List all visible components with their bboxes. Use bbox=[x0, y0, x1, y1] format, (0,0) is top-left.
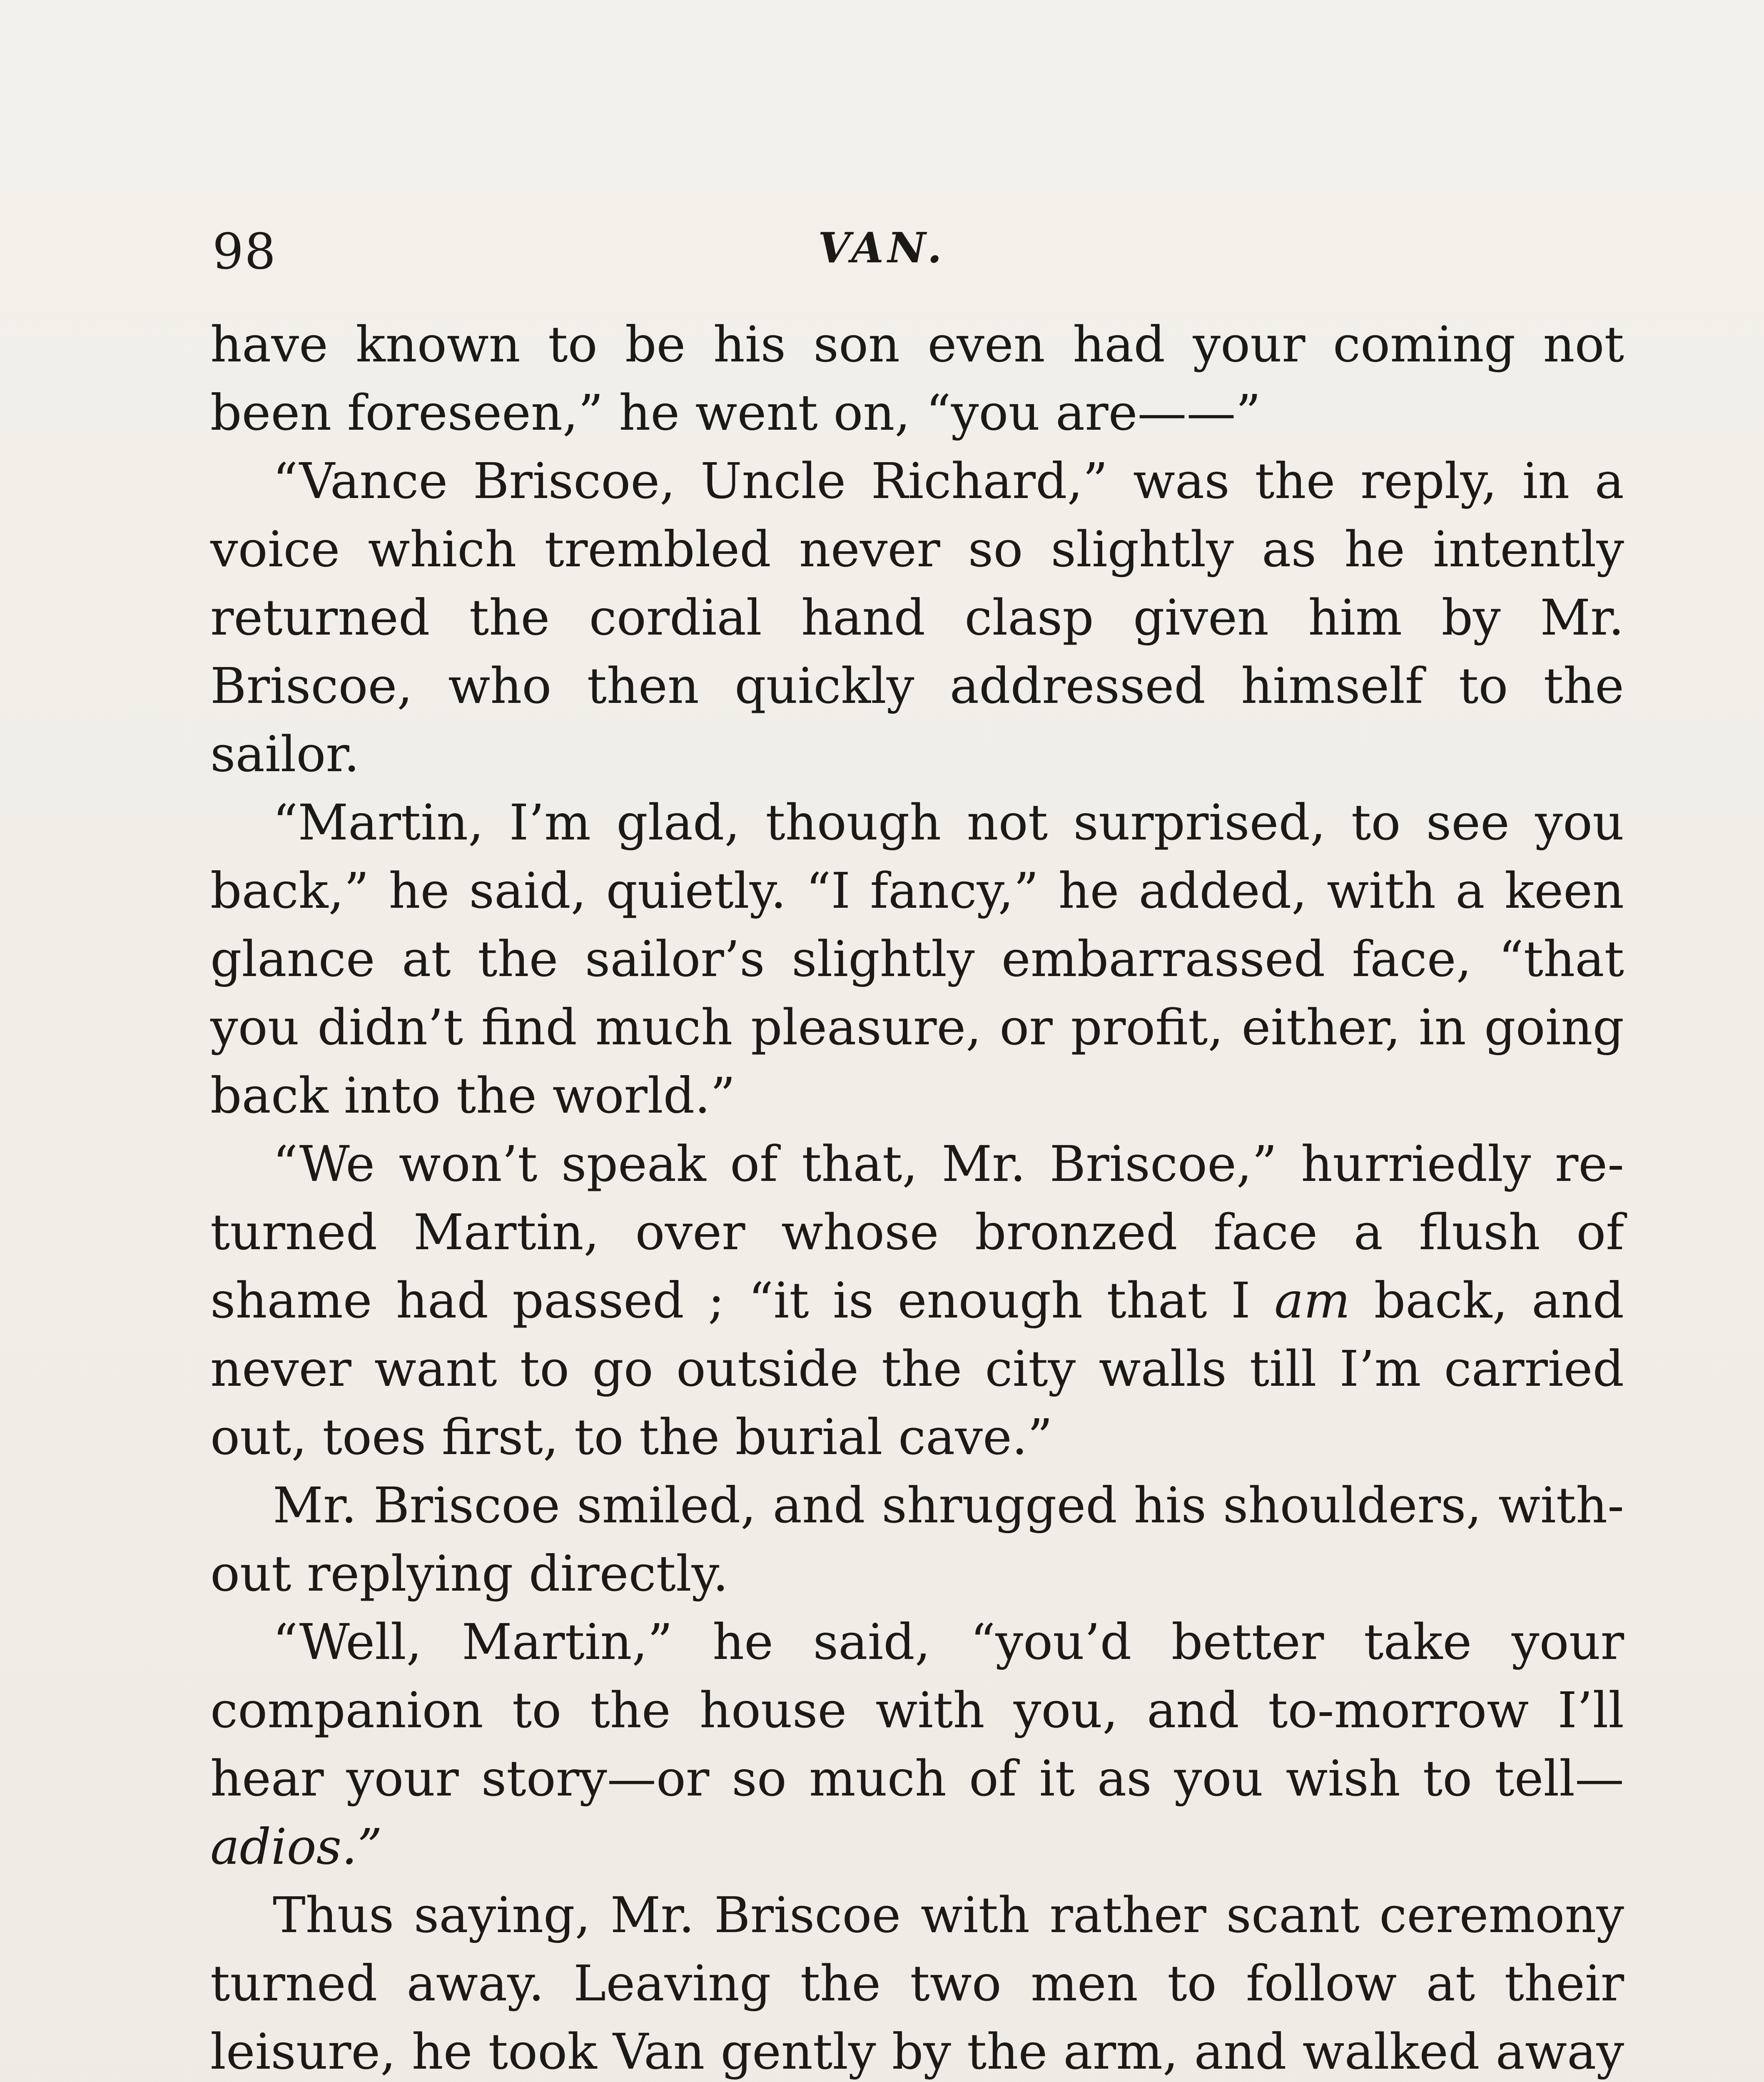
paragraph: “Vance Briscoe, Uncle Richard,” was the reply, in a voice which trembled never so slightly as he intently returned the cordial hand clasp given him by Mr. Briscoe, who then quickly addressed himself to the sailor. bbox=[210, 452, 1624, 783]
paragraph: Mr. Briscoe smiled, and shrugged his shoulders, with-out replying directly. bbox=[210, 1477, 1624, 1602]
italic-word: adios.” bbox=[210, 1818, 383, 1875]
paragraph-continued: have known to be his son even had your coming not been foreseen,” he went on, “you are——” bbox=[210, 316, 1624, 441]
paragraph-text: “Well, Martin,” he said, “you’d better take your companion to the house with you, and to-morrow I’ll hear your story—or so much of it as you wish to tell— bbox=[210, 1613, 1624, 1807]
paragraph: “Martin, I’m glad, though not surprised, to see you back,” he said, quietly. “I fancy,” he added, with a keen glance at the sailor’s slightly embarrassed face, “that you didn’t find much pleasure, or profit, either, in going back into the world.” bbox=[210, 794, 1624, 1124]
paragraph bbox=[210, 1608, 1624, 1881]
body-text bbox=[210, 310, 1624, 2082]
italic-emphasis: am bbox=[1274, 1272, 1350, 1329]
running-title: VAN. bbox=[818, 223, 946, 272]
paragraph-text: back, and never want to go outside the city walls till I’m carried out, toes first, to the burial cave.” bbox=[210, 1272, 1624, 1466]
paragraph: Thus saying, Mr. Briscoe with rather scant ceremony turned away. Leaving the two men to follow at their leisure, he took Van gently by the arm, and walked away bbox=[210, 1886, 1624, 2080]
paragraph-text: “We won’t speak of that, Mr. Briscoe,” hurriedly re-turned Martin, over whose bronzed face a flush of shame had passed ; “it is enough that I bbox=[210, 1135, 1624, 1329]
page-number: 98 bbox=[212, 223, 277, 280]
paragraph bbox=[210, 1130, 1624, 1471]
